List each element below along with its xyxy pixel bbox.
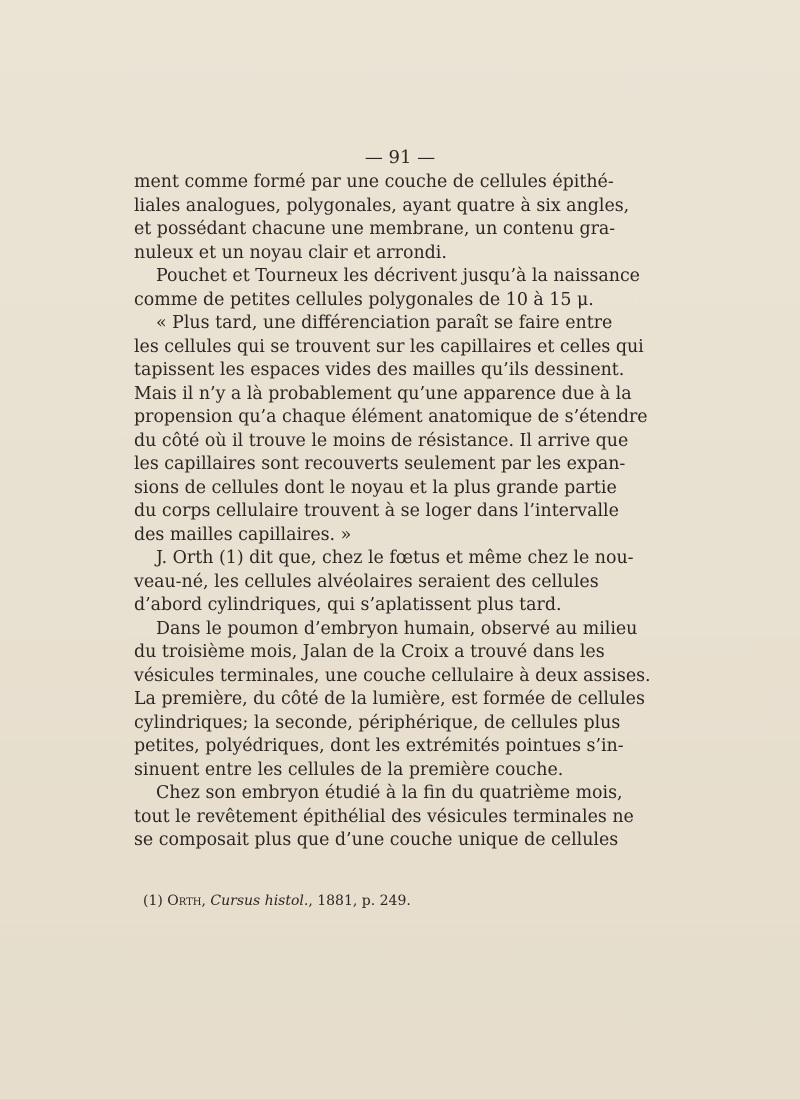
footnote-rest: , 1881, p. 249. bbox=[308, 893, 411, 909]
text-line: et possédant chacune une membrane, un contenu gra- bbox=[134, 219, 616, 239]
text-line: se composait plus que d’une couche unique de cellules bbox=[134, 830, 619, 850]
text-line: sions de cellules dont le noyau et la plus grande partie bbox=[134, 477, 617, 498]
text-line: les capillaires sont recouverts seulement par les expan- bbox=[134, 454, 626, 474]
text-line: veau-né, les cellules alvéolaires seraient des cellules bbox=[134, 571, 599, 592]
text-line: tout le revêtement épithélial des vésicules terminales ne bbox=[134, 806, 634, 827]
text-line: Pouchet et Tourneux les décrivent jusqu’à la naissance bbox=[156, 266, 640, 286]
footnote bbox=[143, 893, 411, 909]
footnote-number: (1) bbox=[143, 893, 163, 909]
footnote-work: Cursus histol. bbox=[210, 893, 309, 909]
text-line: sinuent entre les cellules de la première couche. bbox=[134, 759, 564, 780]
text-line: nuleux et un noyau clair et arrondi. bbox=[134, 242, 447, 263]
text-line: Mais il n’y a là probablement qu’une apparence due à la bbox=[134, 383, 632, 404]
text-line: « Plus tard, une différenciation paraît se faire entre bbox=[156, 313, 613, 333]
text-line: ment comme formé par une couche de cellules épithé- bbox=[134, 172, 614, 192]
text-line: J. Orth (1) dit que, chez le fœtus et même chez le nou- bbox=[156, 548, 634, 568]
page-number: — 91 — bbox=[364, 147, 436, 168]
text-line: vésicules terminales, une couche cellulaire à deux assises. bbox=[134, 665, 651, 686]
text-line: d’abord cylindriques, qui s’aplatissent plus tard. bbox=[134, 595, 562, 615]
text-line: petites, polyédriques, dont les extrémités pointues s’in- bbox=[134, 736, 624, 756]
footnote-author: Orth, bbox=[167, 893, 206, 909]
text-line: La première, du côté de la lumière, est formée de cellules bbox=[134, 689, 645, 709]
text-line: liales analogues, polygonales, ayant quatre à six angles, bbox=[134, 195, 630, 216]
text-line: comme de petites cellules polygonales de 10 à 15 μ. bbox=[134, 289, 594, 310]
text-line: Dans le poumon d’embryon humain, observé au milieu bbox=[156, 618, 638, 639]
text-line: des mailles capillaires. » bbox=[134, 524, 352, 545]
text-line: tapissent les espaces vides des mailles qu’ils dessinent. bbox=[134, 360, 625, 380]
body-text bbox=[134, 171, 668, 853]
text-line: Chez son embryon étudié à la fin du quatrième mois, bbox=[156, 783, 623, 803]
text-line: les cellules qui se trouvent sur les capillaires et celles qui bbox=[134, 336, 644, 357]
text-line: du corps cellulaire trouvent à se loger dans l’intervalle bbox=[134, 501, 619, 521]
text-line: cylindriques; la seconde, périphérique, de cellules plus bbox=[134, 712, 621, 733]
text-line: du troisième mois, Jalan de la Croix a trouvé dans les bbox=[134, 642, 605, 662]
text-line: propension qu’a chaque élément anatomique de s’étendre bbox=[134, 407, 648, 427]
text-line: du côté où il trouve le moins de résistance. Il arrive que bbox=[134, 430, 629, 451]
